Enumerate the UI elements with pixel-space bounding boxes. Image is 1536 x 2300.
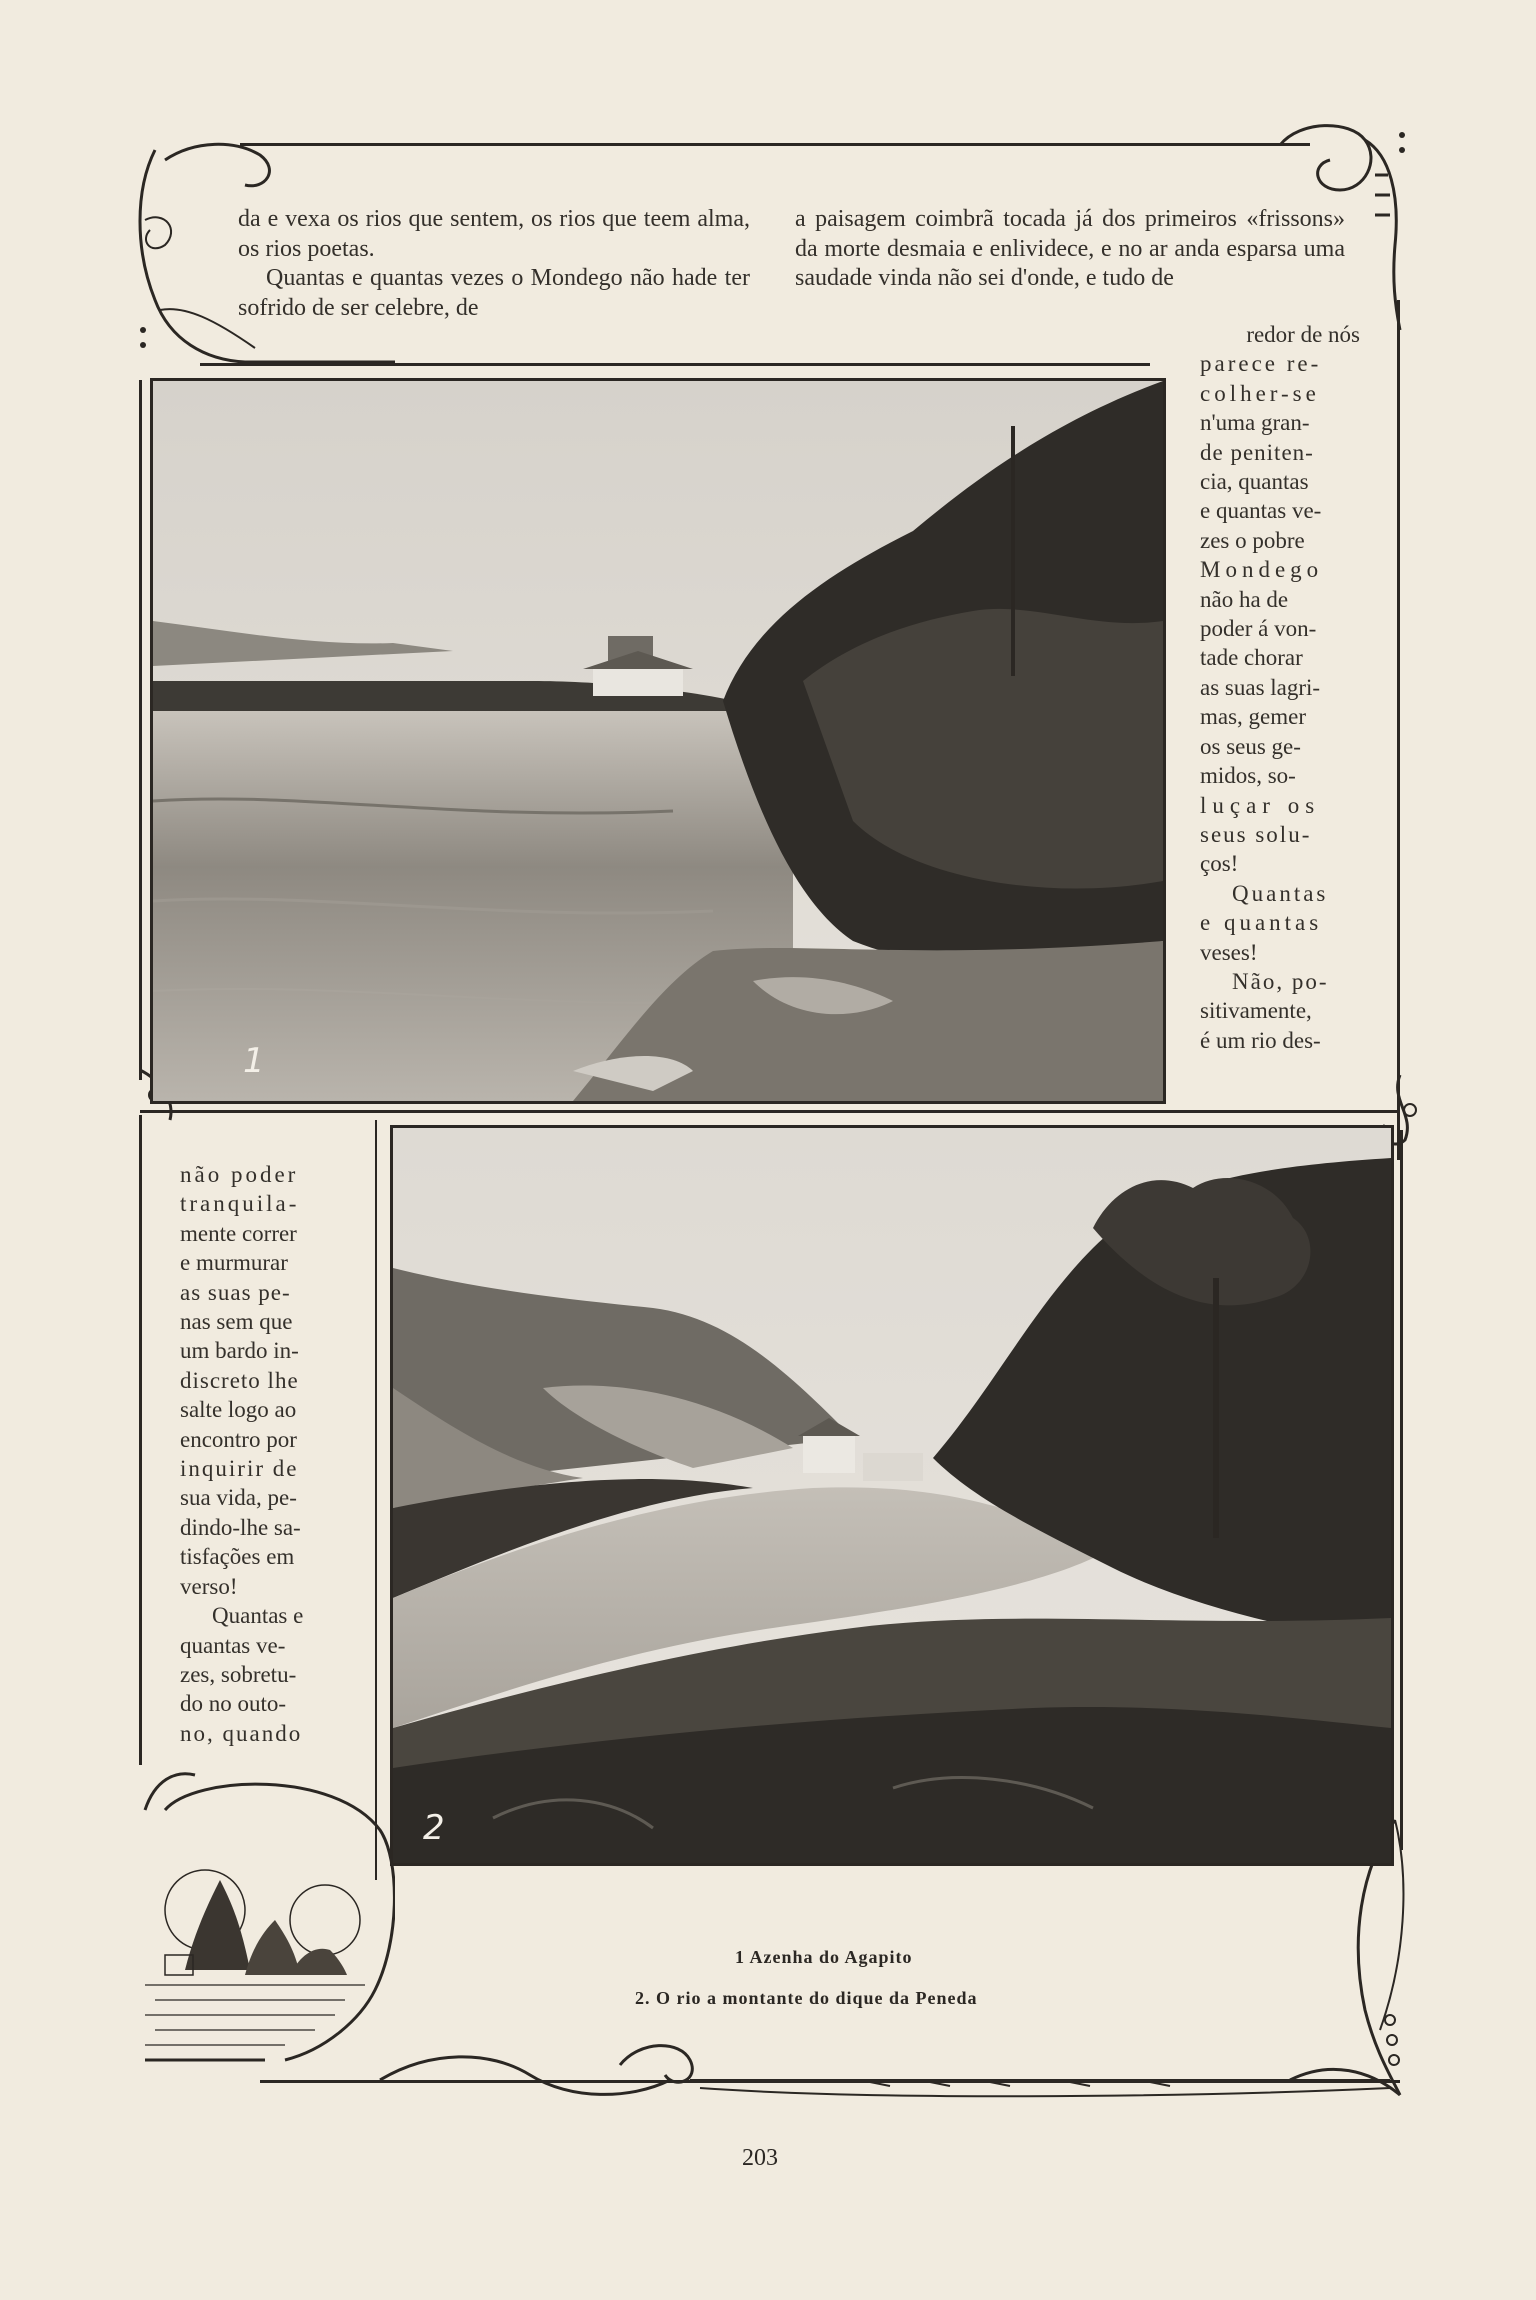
right-line: zes o pobre <box>1200 527 1305 553</box>
right-line: e quantas ve- <box>1200 498 1322 524</box>
left-line: dindo-lhe sa- <box>180 1514 301 1540</box>
photo-rio-a-montante-do-dique-da-peneda <box>390 1125 1394 1866</box>
photo-azenha-do-agapito <box>150 378 1166 1104</box>
right-line: as suas lagri- <box>1200 674 1321 700</box>
ornament-bottom-scroll-icon <box>370 2020 1470 2110</box>
top-left-paragraph-2: Quantas e quantas vezes o Mondego não hade ter sofrido de ser celebre, de <box>238 265 750 321</box>
left-line: e murmurar <box>180 1250 288 1276</box>
right-line: cia, quantas <box>1200 469 1309 495</box>
frame-left-line-upper <box>139 380 142 1080</box>
left-line: tranquila- <box>180 1191 300 1217</box>
frame-right-line <box>1397 300 1400 1160</box>
right-line: colher-se <box>1200 380 1320 406</box>
right-line: poder á von- <box>1200 616 1317 642</box>
right-line: veses! <box>1200 939 1258 965</box>
right-line: n'uma gran- <box>1200 410 1310 436</box>
frame-middle-line <box>140 1110 1400 1113</box>
right-line: não ha de <box>1200 586 1289 612</box>
top-right-column <box>795 205 1345 294</box>
left-line: mente correr <box>180 1220 297 1246</box>
left-line: zes, sobretu- <box>180 1661 297 1687</box>
caption-photo-2: 2. O rio a montante do dique da Peneda <box>635 1988 978 2008</box>
right-line: redor de nós <box>1246 322 1360 347</box>
left-line: as suas pe- <box>180 1279 291 1305</box>
right-line: é um rio des- <box>1200 1027 1321 1053</box>
right-line: mas, gemer <box>1200 704 1307 730</box>
right-line: Mondego <box>1200 557 1324 583</box>
right-line: tade chorar <box>1200 645 1303 671</box>
left-line: tisfações em <box>180 1544 295 1570</box>
photo2-landscape-icon <box>393 1128 1391 1863</box>
top-right-paragraph: a paisagem coimbrã tocada já dos primeiros «frissons» da morte desmaia e enlividece, e no ar anda esparsa uma saudade vinda não sei d'onde, e tudo de <box>795 206 1345 291</box>
frame-right-line-lower <box>1400 1130 1403 1850</box>
left-line: inquirir de <box>180 1456 299 1482</box>
top-left-column <box>238 205 750 323</box>
caption-photo-1: 1 Azenha do Agapito <box>735 1947 913 1967</box>
frame-left-line-lower <box>139 1115 142 1765</box>
left-line: sua vida, pe- <box>180 1485 297 1511</box>
river-vignette-icon <box>135 1770 395 2070</box>
left-narrow-column <box>180 1160 340 1748</box>
left-line: um bardo in- <box>180 1338 299 1364</box>
photo1-landscape-icon <box>153 381 1163 1101</box>
frame-column-divider <box>375 1120 377 1880</box>
right-line: de peniten- <box>1200 439 1314 465</box>
right-narrow-column <box>1200 320 1360 1055</box>
right-line: sitivamente, <box>1200 998 1312 1024</box>
photo1-number: 1 <box>243 1041 265 1081</box>
right-line: ços! <box>1200 851 1239 877</box>
left-line: discreto lhe <box>180 1367 299 1393</box>
left-line: salte logo ao <box>180 1397 297 1423</box>
left-line: nas sem que <box>180 1309 293 1335</box>
photo2-number: 2 <box>423 1808 445 1848</box>
right-line: Não, po- <box>1232 968 1329 994</box>
right-line: e quantas <box>1200 910 1323 936</box>
left-line: encontro por <box>180 1426 297 1452</box>
right-line: os seus ge- <box>1200 733 1301 759</box>
right-line: Quantas <box>1232 880 1329 906</box>
left-line: não poder <box>180 1162 299 1187</box>
right-line: midos, so- <box>1200 763 1296 789</box>
left-line: Quantas e <box>212 1603 304 1629</box>
left-line: do no outo- <box>180 1691 287 1717</box>
left-line: no, quando <box>180 1720 303 1746</box>
left-line: verso! <box>180 1573 238 1599</box>
top-left-paragraph-1: da e vexa os rios que sentem, os rios que teem alma, os rios poetas. <box>238 206 750 262</box>
page-number: 203 <box>742 2145 778 2171</box>
right-line: parece re- <box>1200 351 1322 377</box>
right-line: luçar os <box>1200 792 1321 818</box>
left-line: quantas ve- <box>180 1632 286 1658</box>
right-line: seus solu- <box>1200 821 1312 847</box>
